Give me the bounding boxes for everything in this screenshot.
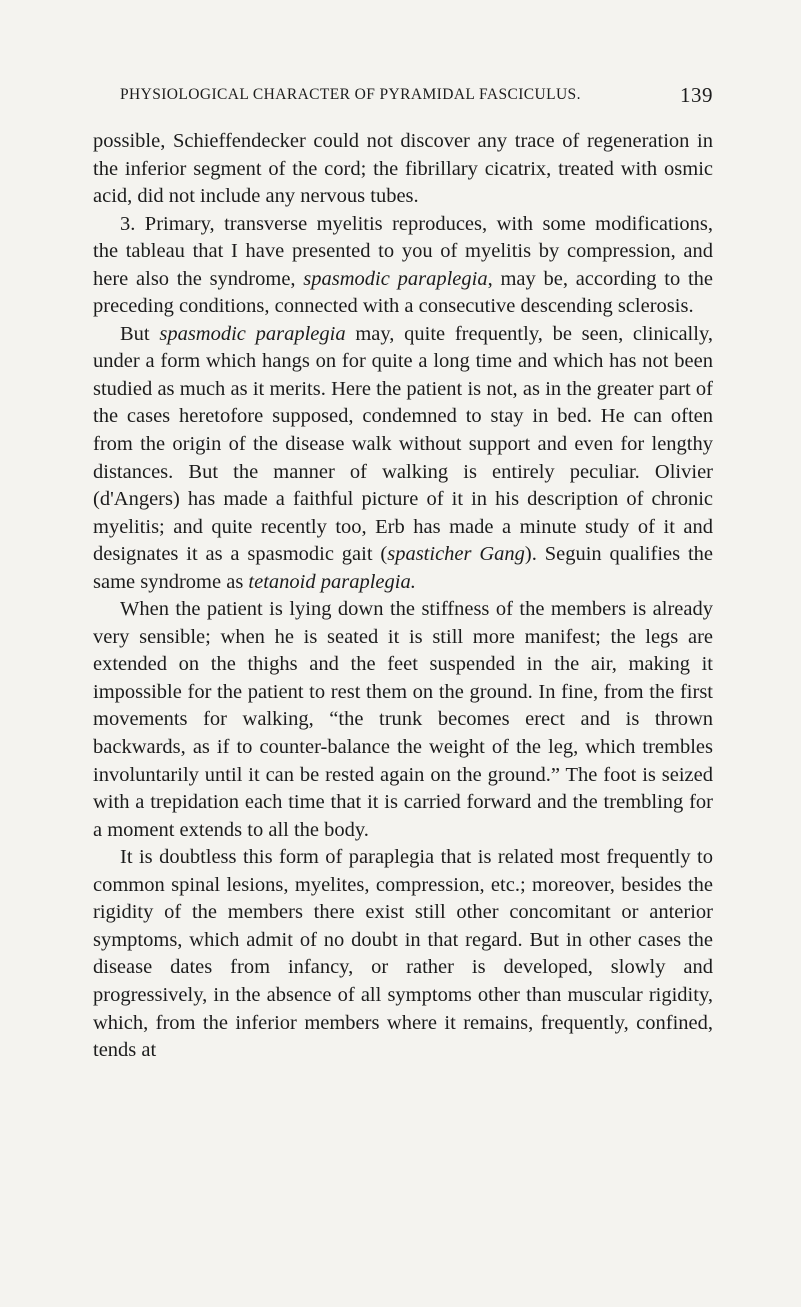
paragraph (93, 596, 713, 844)
running-head-title: PHYSIOLOGICAL CHARACTER OF PYRAMIDAL FASCICULUS. (120, 86, 581, 103)
text-run: ). Seguin qualifies the same syndrome as (93, 543, 714, 593)
body-text (93, 128, 713, 1065)
text-run: 3. Primary, transverse myelitis reproduces, with some modifications, the tableau that I have presented to you of myelitis by compression, and here also the syndrome, (93, 212, 713, 290)
paragraph (93, 844, 713, 1064)
italic-phrase: tetanoid paraplegia. (248, 570, 416, 593)
text-run: When the patient is lying down the stiffness of the members is already very sensible; when he is seated it is still more manifest; the legs are extended on the thighs and the feet suspended in the air, making it impossible for the patient to rest them on the ground. In fine, from the first movements for walking, “the trunk becomes erect and is thrown backwards, as if to counter-balance the weight of the leg, which trembles involuntarily until it can be rested again on the ground.” The foot is seized with a trepidation each time that it is carried forward and the trembling for a moment extends to all the body. (93, 598, 713, 841)
paragraph (93, 211, 713, 321)
text-run: may, quite frequently, be seen, clinically, under a form which hangs on for quite a long time and which has not been studied as much as it merits. Here the patient is not, as in the greater part of the cases heretofore supposed, condemned to stay in bed. He can often from the origin of the disease walk without support and even for lengthy distances. But the manner of walking is entirely peculiar. Olivier (d'Angers) has made a faithful picture of it in his description of chronic myelitis; and quite recently too, Erb has made a minute study of it and designates it as a spasmodic gait ( (93, 322, 713, 566)
italic-phrase: spasticher Gang (387, 543, 525, 566)
text-run: It is doubtless this form of paraplegia that is related most frequently to common spinal lesions, myelites, compression, etc.; moreover, besides the rigidity of the members there exist still other concomitant or anterior symptoms, which admit of no doubt in that regard. But in other cases the disease dates from infancy, or rather is developed, slowly and progressively, in the absence of all symptoms other than muscular rigidity, which, from the inferior members where it remains, frequently, confined, tends at (93, 846, 713, 1062)
book-page (93, 83, 714, 1065)
running-head (93, 83, 713, 114)
italic-phrase: spasmodic paraplegia (303, 267, 488, 290)
text-run: possible, Schieffendecker could not discover any trace of regeneration in the inferior segment of the cord; the fibrillary cicatrix, treated with osmic acid, did not include any nervous tubes. (93, 130, 713, 208)
paragraph (93, 128, 713, 211)
paragraph (93, 321, 713, 596)
text-run: , may be, according to the preceding conditions, connected with a consecutive descending sclerosis. (93, 267, 713, 318)
page-number: 139 (680, 83, 713, 107)
text-run: But (120, 322, 160, 345)
italic-phrase: spasmodic paraplegia (159, 322, 346, 345)
